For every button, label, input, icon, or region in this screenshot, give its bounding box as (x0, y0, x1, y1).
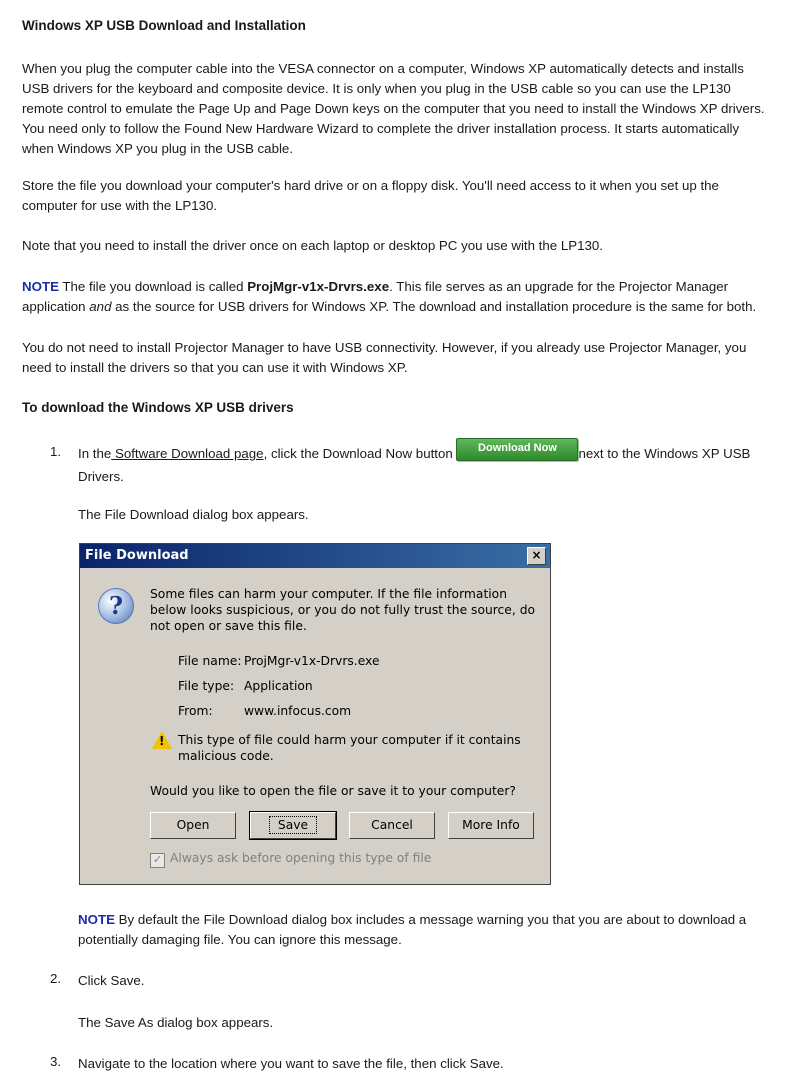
dialog-titlebar (80, 544, 550, 568)
step-1-result: The File Download dialog box appears. (78, 507, 309, 522)
file-type-value: Application (244, 679, 313, 693)
note-label: NOTE (78, 912, 115, 927)
from-value: www.infocus.com (244, 704, 352, 718)
dialog-question: Would you like to open the file or save it to your computer? (150, 784, 516, 798)
download-warning-note (78, 910, 768, 950)
file-name-value: ProjMgr-v1x-Drvrs.exe (244, 654, 380, 668)
note-label: NOTE (22, 279, 59, 294)
note-text: . This file serves as an upgrade for the Projector Manager application (22, 279, 729, 314)
file-name-label: File name: (178, 654, 242, 668)
save-button[interactable] (250, 812, 336, 839)
from-row (178, 704, 351, 718)
warning-text: This type of file could harm your computer if it contains malicious code. (178, 733, 521, 763)
step-text: , click the Download Now button (263, 446, 457, 461)
step-2-text: Click Save. (78, 973, 145, 988)
procedure-heading: To download the Windows XP USB drivers (22, 400, 294, 415)
file-type-label: File type: (178, 679, 235, 693)
page-title: Windows XP USB Download and Installation (22, 18, 306, 33)
cancel-button[interactable]: Cancel (349, 812, 435, 839)
step-number: 3. (50, 1054, 62, 1069)
connectivity-paragraph: You do not need to install Projector Manager to have USB connectivity. However, if you already use Projector Manager, you need to install the drivers so that you can use it with Windows XP. (22, 340, 747, 375)
step-1-text (78, 444, 768, 487)
step-2-result: The Save As dialog box appears. (78, 1015, 274, 1030)
dialog-title: File Download (85, 548, 189, 563)
step-text: In the (78, 446, 112, 461)
save-button-label: Save (269, 816, 317, 834)
file-name-text: ProjMgr-v1x-Drvrs.exe (247, 279, 390, 294)
intro-paragraph: When you plug the computer cable into the VESA connector on a computer, Windows XP automatically detects and installs USB drivers for the keyboard and composite device. It is only when you plug in the USB cable so you can use the LP130 remote control to emulate the Page Up and Page Down keys on the computer that you need to install the Windows XP drivers. You need only to follow the Found New Hardware Wizard to complete the driver installation process. It starts automatically when Windows XP you plug in the USB cable. (22, 61, 765, 156)
file-name-row (178, 654, 380, 668)
close-icon[interactable]: × (527, 547, 546, 565)
software-download-link[interactable]: Software Download page (111, 446, 264, 461)
open-button[interactable]: Open (150, 812, 236, 839)
step-text: next to the Windows XP USB Drivers. (78, 446, 751, 484)
install-note-paragraph: Note that you need to install the driver once on each laptop or desktop PC you use with the LP130. (22, 238, 603, 253)
warning-icon-mark: ! (159, 734, 165, 748)
storage-paragraph: Store the file you download your computer's hard drive or on a floppy disk. You'll need access to it when you set up the computer for use with the LP130. (22, 178, 719, 213)
file-download-dialog (79, 543, 551, 885)
more-info-button[interactable]: More Info (448, 812, 534, 839)
always-ask-checkbox[interactable]: ✓ (150, 853, 165, 868)
file-type-row (178, 679, 313, 693)
step-number: 2. (50, 971, 62, 986)
download-now-button[interactable]: Download Now (456, 438, 578, 461)
dialog-message: Some files can harm your computer. If the file information below looks suspicious, or you do not fully trust the source, do not open or save this file. (150, 587, 536, 633)
note-text: as the source for USB drivers for Windows XP. The download and installation procedure is the same for both. (111, 299, 757, 314)
file-note-paragraph (22, 277, 772, 317)
note-emphasis: and (89, 299, 112, 314)
note-text: By default the File Download dialog box includes a message warning you that you are about to download a potentially damaging file. You can ignore this message. (78, 912, 747, 947)
question-icon: ? (98, 588, 134, 624)
note-text: The file you download is called (58, 279, 248, 294)
always-ask-label: Always ask before opening this type of file (170, 851, 432, 865)
step-number: 1. (50, 444, 62, 459)
from-label: From: (178, 704, 213, 718)
step-3-text: Navigate to the location where you want to save the file, then click Save. (78, 1056, 504, 1071)
